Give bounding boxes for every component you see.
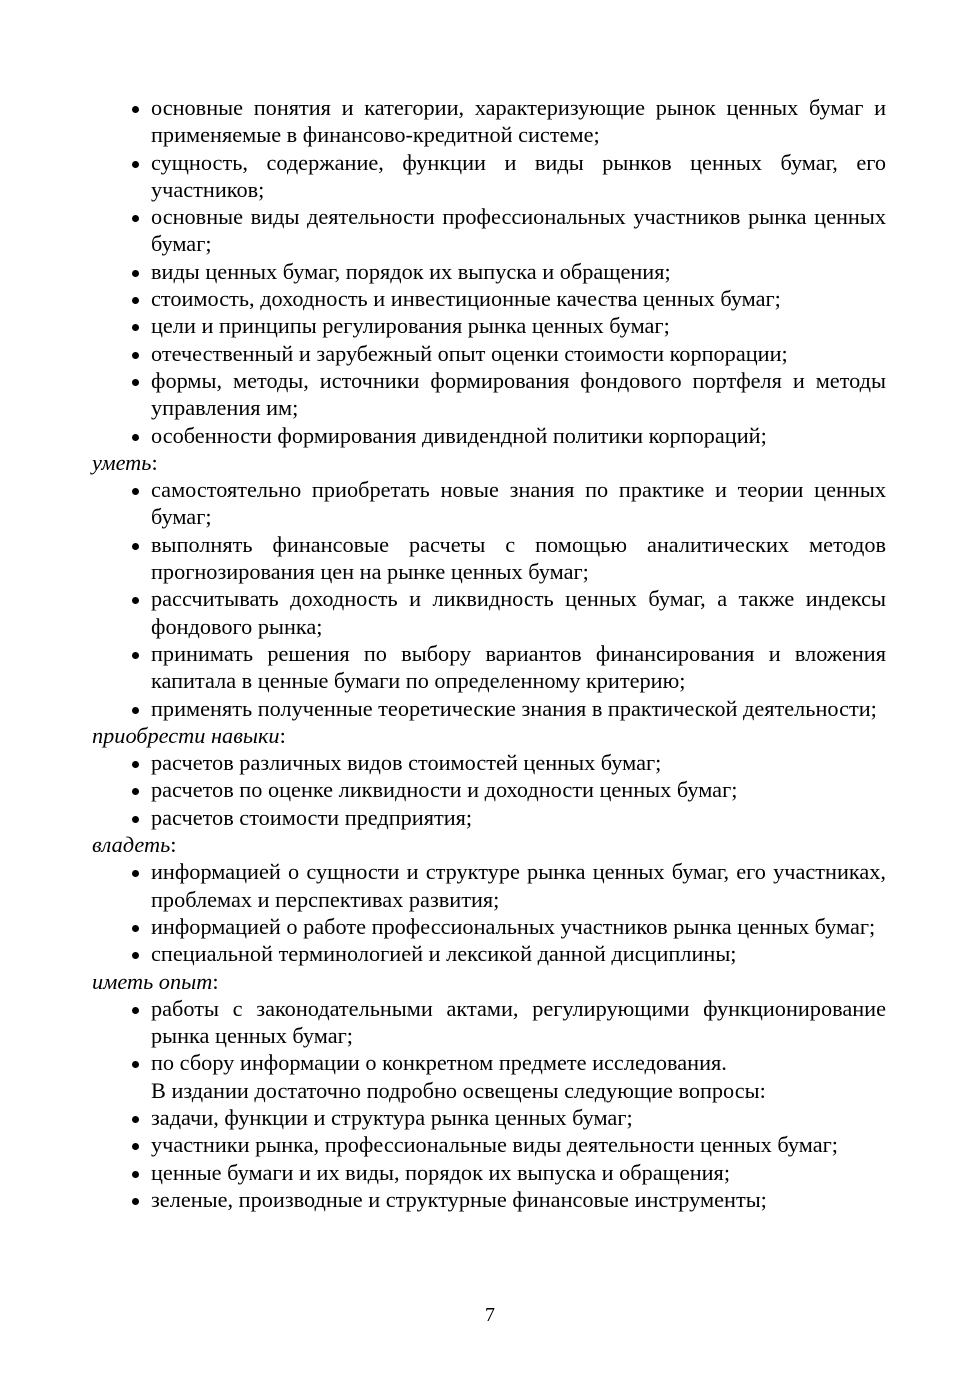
- list-item: по сбору информации о конкретном предмете исследования.: [92, 1049, 886, 1076]
- master-list: [92, 858, 886, 967]
- list-item: принимать решения по выбору вариантов финансирования и вложения капитала в ценные бумаги по определенному критерию;: [92, 640, 886, 695]
- heading-text: приобрести навыки: [92, 722, 280, 748]
- page-number: 7: [485, 1304, 495, 1326]
- list-item: особенности формирования дивидендной политики корпораций;: [92, 422, 886, 449]
- list-item: расчетов различных видов стоимостей ценных бумаг;: [92, 749, 886, 776]
- list-item: виды ценных бумаг, порядок их выпуска и обращения;: [92, 258, 886, 285]
- list-item: работы с законодательными актами, регулирующими функционирование рынка ценных бумаг;: [92, 995, 886, 1050]
- experience-list: [92, 995, 886, 1077]
- list-item: рассчитывать доходность и ликвидность ценных бумаг, а также индексы фондового рынка;: [92, 585, 886, 640]
- page-body: [92, 94, 886, 1213]
- list-item: информацией о работе профессиональных участников рынка ценных бумаг;: [92, 913, 886, 940]
- list-item: зеленые, производные и структурные финансовые инструменты;: [92, 1186, 886, 1213]
- list-item: формы, методы, источники формирования фондового портфеля и методы управления им;: [92, 367, 886, 422]
- section-heading-able: [92, 449, 886, 476]
- list-item: задачи, функции и структура рынка ценных бумаг;: [92, 1104, 886, 1131]
- topics-list: [92, 1104, 886, 1213]
- heading-colon: :: [279, 722, 286, 748]
- intro-paragraph: В издании достаточно подробно освещены следующие вопросы:: [151, 1077, 766, 1103]
- able-list: [92, 476, 886, 722]
- list-item: расчетов стоимости предприятия;: [92, 804, 886, 831]
- section-heading-master: [92, 831, 886, 858]
- heading-colon: :: [170, 832, 177, 858]
- list-item: стоимость, доходность и инвестиционные качества ценных бумаг;: [92, 285, 886, 312]
- list-item: участники рынка, профессиональные виды деятельности ценных бумаг;: [92, 1131, 886, 1158]
- list-item: основные понятия и категории, характеризующие рынок ценных бумаг и применяемые в финансово-кредитной системе;: [92, 94, 886, 149]
- list-item: специальной терминологией и лексикой данной дисциплины;: [92, 940, 886, 967]
- heading-text: уметь: [92, 449, 152, 475]
- section-heading-experience: [92, 968, 886, 995]
- section-heading-skills: [92, 722, 886, 749]
- list-item: сущность, содержание, функции и виды рынков ценных бумаг, его участников;: [92, 149, 886, 204]
- list-item: применять полученные теоретические знания в практической деятельности;: [92, 695, 886, 722]
- list-item: основные виды деятельности профессиональных участников рынка ценных бумаг;: [92, 203, 886, 258]
- list-item: выполнять финансовые расчеты с помощью аналитических методов прогнозирования цен на рынке ценных бумаг;: [92, 531, 886, 586]
- heading-text: владеть: [92, 832, 171, 858]
- list-item: ценные бумаги и их виды, порядок их выпуска и обращения;: [92, 1159, 886, 1186]
- list-item: самостоятельно приобретать новые знания по практике и теории ценных бумаг;: [92, 476, 886, 531]
- heading-text: иметь опыт: [92, 968, 213, 994]
- list-item: информацией о сущности и структуре рынка ценных бумаг, его участниках, проблемах и перспективах развития;: [92, 858, 886, 913]
- heading-colon: :: [212, 968, 219, 994]
- know-list: [92, 94, 886, 449]
- skills-list: [92, 749, 886, 831]
- list-item: расчетов по оценке ликвидности и доходности ценных бумаг;: [92, 776, 886, 803]
- list-item: отечественный и зарубежный опыт оценки стоимости корпорации;: [92, 340, 886, 367]
- heading-colon: :: [151, 449, 158, 475]
- list-item: цели и принципы регулирования рынка ценных бумаг;: [92, 312, 886, 339]
